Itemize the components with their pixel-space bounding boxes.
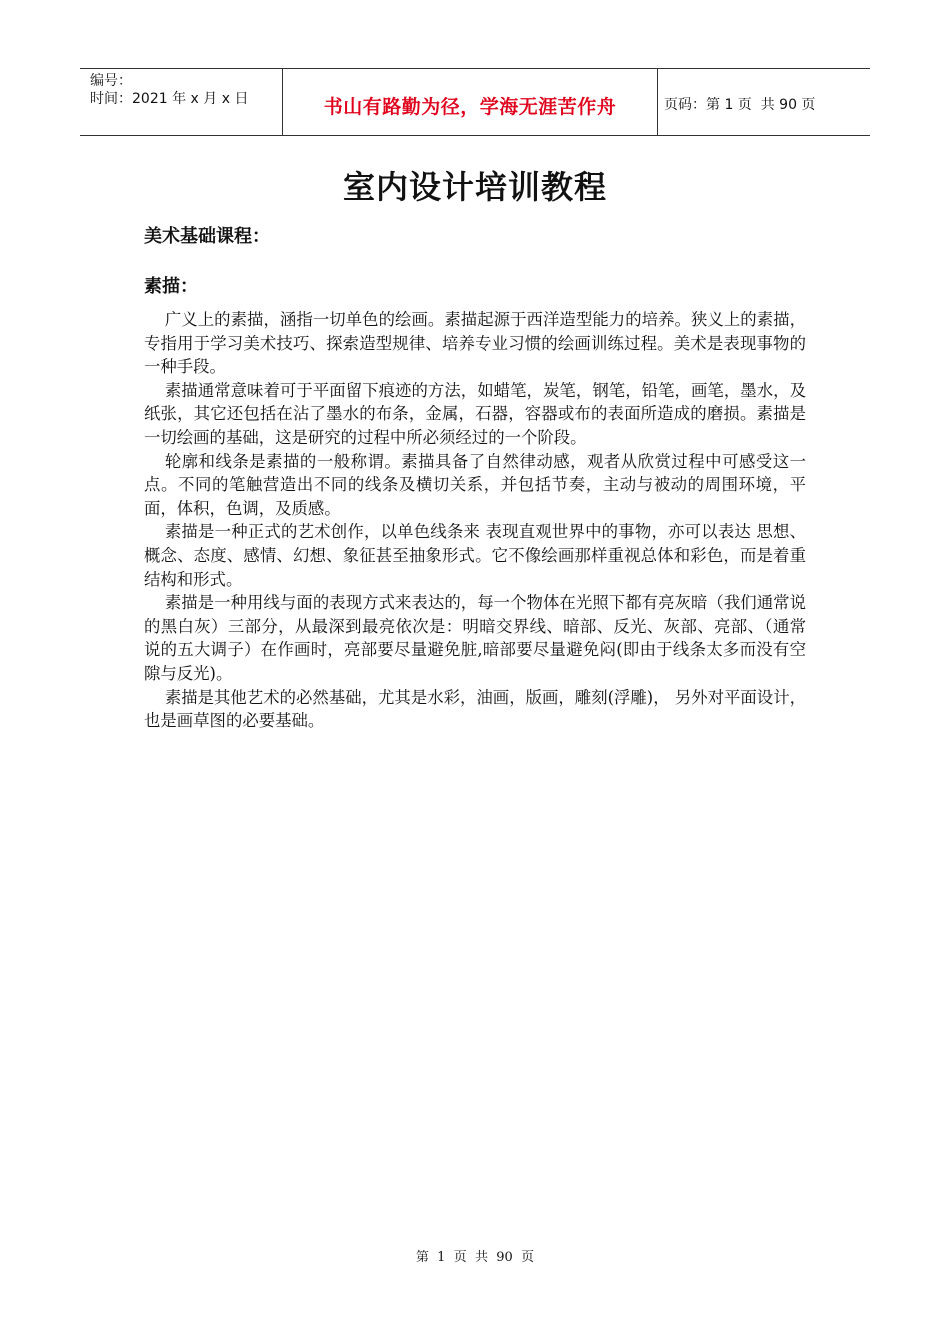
document-title: 室内设计培训教程 <box>342 168 607 206</box>
paragraph: 素描通常意味着可于平面留下痕迹的方法，如蜡笔，炭笔，钢笔，铅笔，画笔，墨水，及纸张，其它还包括在沾了墨水的布条，金属，石器，容器或布的表面所造成的磨损。素描是一切绘画的基础，这是研究的过程中所必须经过的一个阶段。 <box>144 380 806 447</box>
paragraph: 素描是一种正式的艺术创作，以单色线条来 表现直观世界中的事物，亦可以表达 思想、概念、态度、感情、幻想、象征甚至抽象形式。它不像绘画那样重视总体和彩色，而是着重结构和形式。 <box>144 522 806 589</box>
page-footer: 第 1 页 共 90 页 <box>415 1250 535 1265</box>
subsection-heading: 素描： <box>144 276 198 297</box>
header-divider <box>657 69 658 135</box>
paragraph: 素描是一种用线与面的表现方式来表达的，每一个物体在光照下都有亮灰暗（我们通常说的黑白灰）三部分，从最深到最亮依次是：明暗交界线、暗部、反光、灰部、亮部、（通常说的五大调子）在作画时，亮部要尽量避免脏,暗部要尽量避免闷(即由于线条太多而没有空隙与反光)。 <box>144 593 806 683</box>
date-label: 时间：2021 年 x 月 x 日 <box>90 91 249 107</box>
header-meta <box>80 69 282 135</box>
page-header <box>80 68 870 136</box>
paragraph: 广义上的素描，涵指一切单色的绘画。素描起源于西洋造型能力的培养。狭义上的素描，专指用于学习美术技巧、探索造型规律、培养专业习惯的绘画训练过程。美术是表现事物的一种手段。 <box>144 310 806 377</box>
body-text <box>144 308 806 733</box>
header-page-info: 页码：第 1 页 共 90 页 <box>664 97 816 113</box>
paragraph: 轮廓和线条是素描的一般称谓。素描具备了自然律动感，观者从欣赏过程中可感受这一点。不同的笔触营造出不同的线条及横切关系，并包括节奏，主动与被动的周围环境，平面，体积，色调，及质感。 <box>144 451 806 518</box>
paragraph: 素描是其他艺术的必然基础，尤其是水彩，油画，版画，雕刻(浮雕)， 另外对平面设计，也是画草图的必要基础。 <box>144 687 806 731</box>
header-motto: 书山有路勤为径，学海无涯苦作舟 <box>323 95 617 118</box>
section-heading: 美术基础课程： <box>144 226 270 247</box>
serial-label: 编号： <box>90 73 132 89</box>
